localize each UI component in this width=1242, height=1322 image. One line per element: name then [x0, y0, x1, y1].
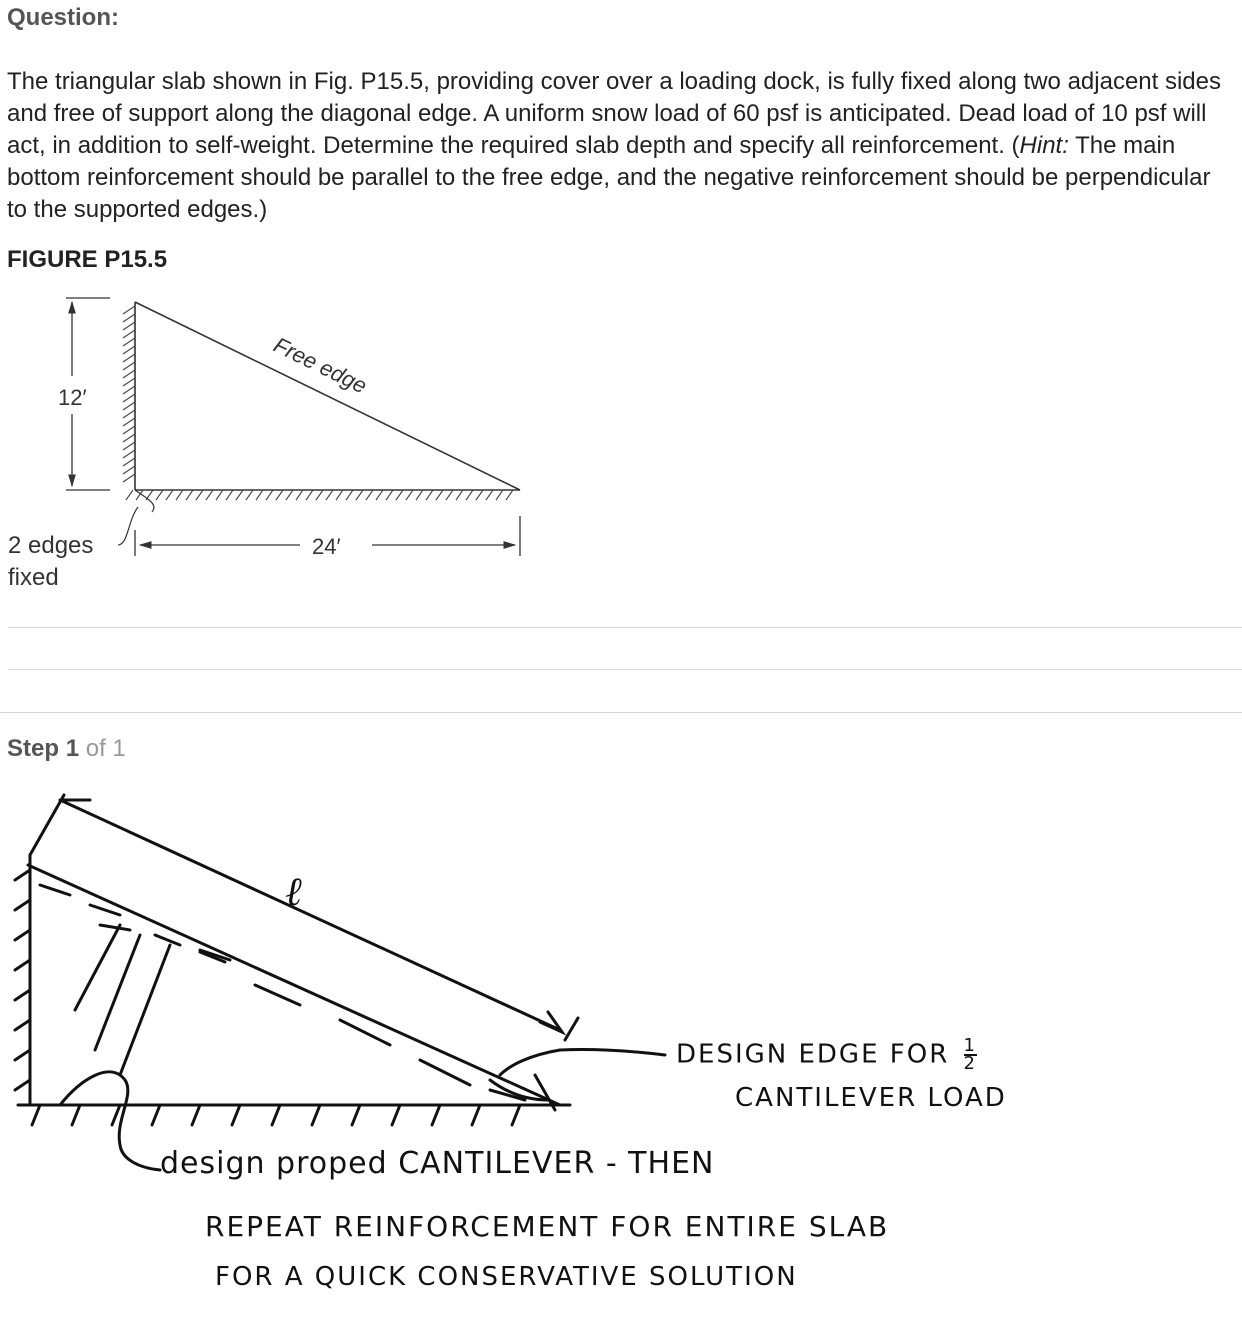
step-indicator: [7, 735, 126, 763]
sketch-bottom-reinforcement: [40, 885, 525, 1100]
sketch-negative-reinforcement: [75, 925, 170, 1075]
divider: [8, 669, 1242, 670]
note-line4: REPEAT REINFORCEMENT FOR ENTIRE SLAB: [205, 1210, 890, 1243]
note-line1: [676, 1035, 977, 1074]
fixed-label-line1: 2 edges: [8, 532, 94, 559]
fraction: [963, 1035, 977, 1074]
fixed-leader: [118, 490, 154, 545]
question-label: Question:: [7, 4, 119, 31]
step-of: of 1: [85, 735, 126, 762]
sketch-length-dim: [60, 800, 560, 1030]
question-text-part2: The main bottom reinforcement should be parallel to the free edge, and the negative reinforcement should be perpendicular to the supported edges.): [7, 132, 1211, 223]
height-dim-label: 12′: [58, 385, 87, 410]
step-current: 1: [65, 735, 80, 762]
sketch-fixed-hatching-left: [15, 870, 30, 1090]
width-dim-label: 24′: [312, 534, 341, 559]
note-line3: design proped CANTILEVER - THEN: [160, 1146, 715, 1181]
step-word: Step: [7, 735, 60, 762]
divider: [0, 712, 1242, 713]
sketch-leader-bottom: [60, 1072, 160, 1170]
fraction-denominator: 2: [963, 1053, 977, 1074]
note-line2: CANTILEVER LOAD: [735, 1083, 1007, 1113]
fixed-hatching-left: [123, 306, 135, 482]
sketch-fixed-hatching-bottom: [32, 1105, 520, 1125]
fixed-label-line2: fixed: [8, 564, 59, 591]
note-line1-text: DESIGN EDGE FOR: [676, 1039, 950, 1070]
slab-triangle: [135, 302, 520, 490]
divider: [8, 627, 1242, 628]
sketch-free-edge: [28, 865, 560, 1105]
fixed-hatching-bottom: [126, 490, 513, 500]
figure-diagram: [0, 0, 1242, 620]
fraction-numerator: 1: [963, 1035, 977, 1056]
note-line5: FOR A QUICK CONSERVATIVE SOLUTION: [215, 1262, 798, 1292]
hint-label: Hint:: [1019, 132, 1069, 159]
figure-title: FIGURE P15.5: [7, 246, 168, 273]
free-edge-label: Free edge: [269, 332, 371, 399]
sketch-leader-right: [500, 1049, 665, 1075]
sketch-length-symbol: ℓ: [285, 869, 302, 915]
question-text-part1: The triangular slab shown in Fig. P15.5, providing cover over a loading dock, is fully fixed along two adjacent sides and free of support along the diagonal edge. A uniform snow load of 60 psf is anticipated. Dead load of 10 psf will act, in addition to self-weight. Determine the required slab depth and specify all reinforcement. (: [7, 68, 1222, 159]
